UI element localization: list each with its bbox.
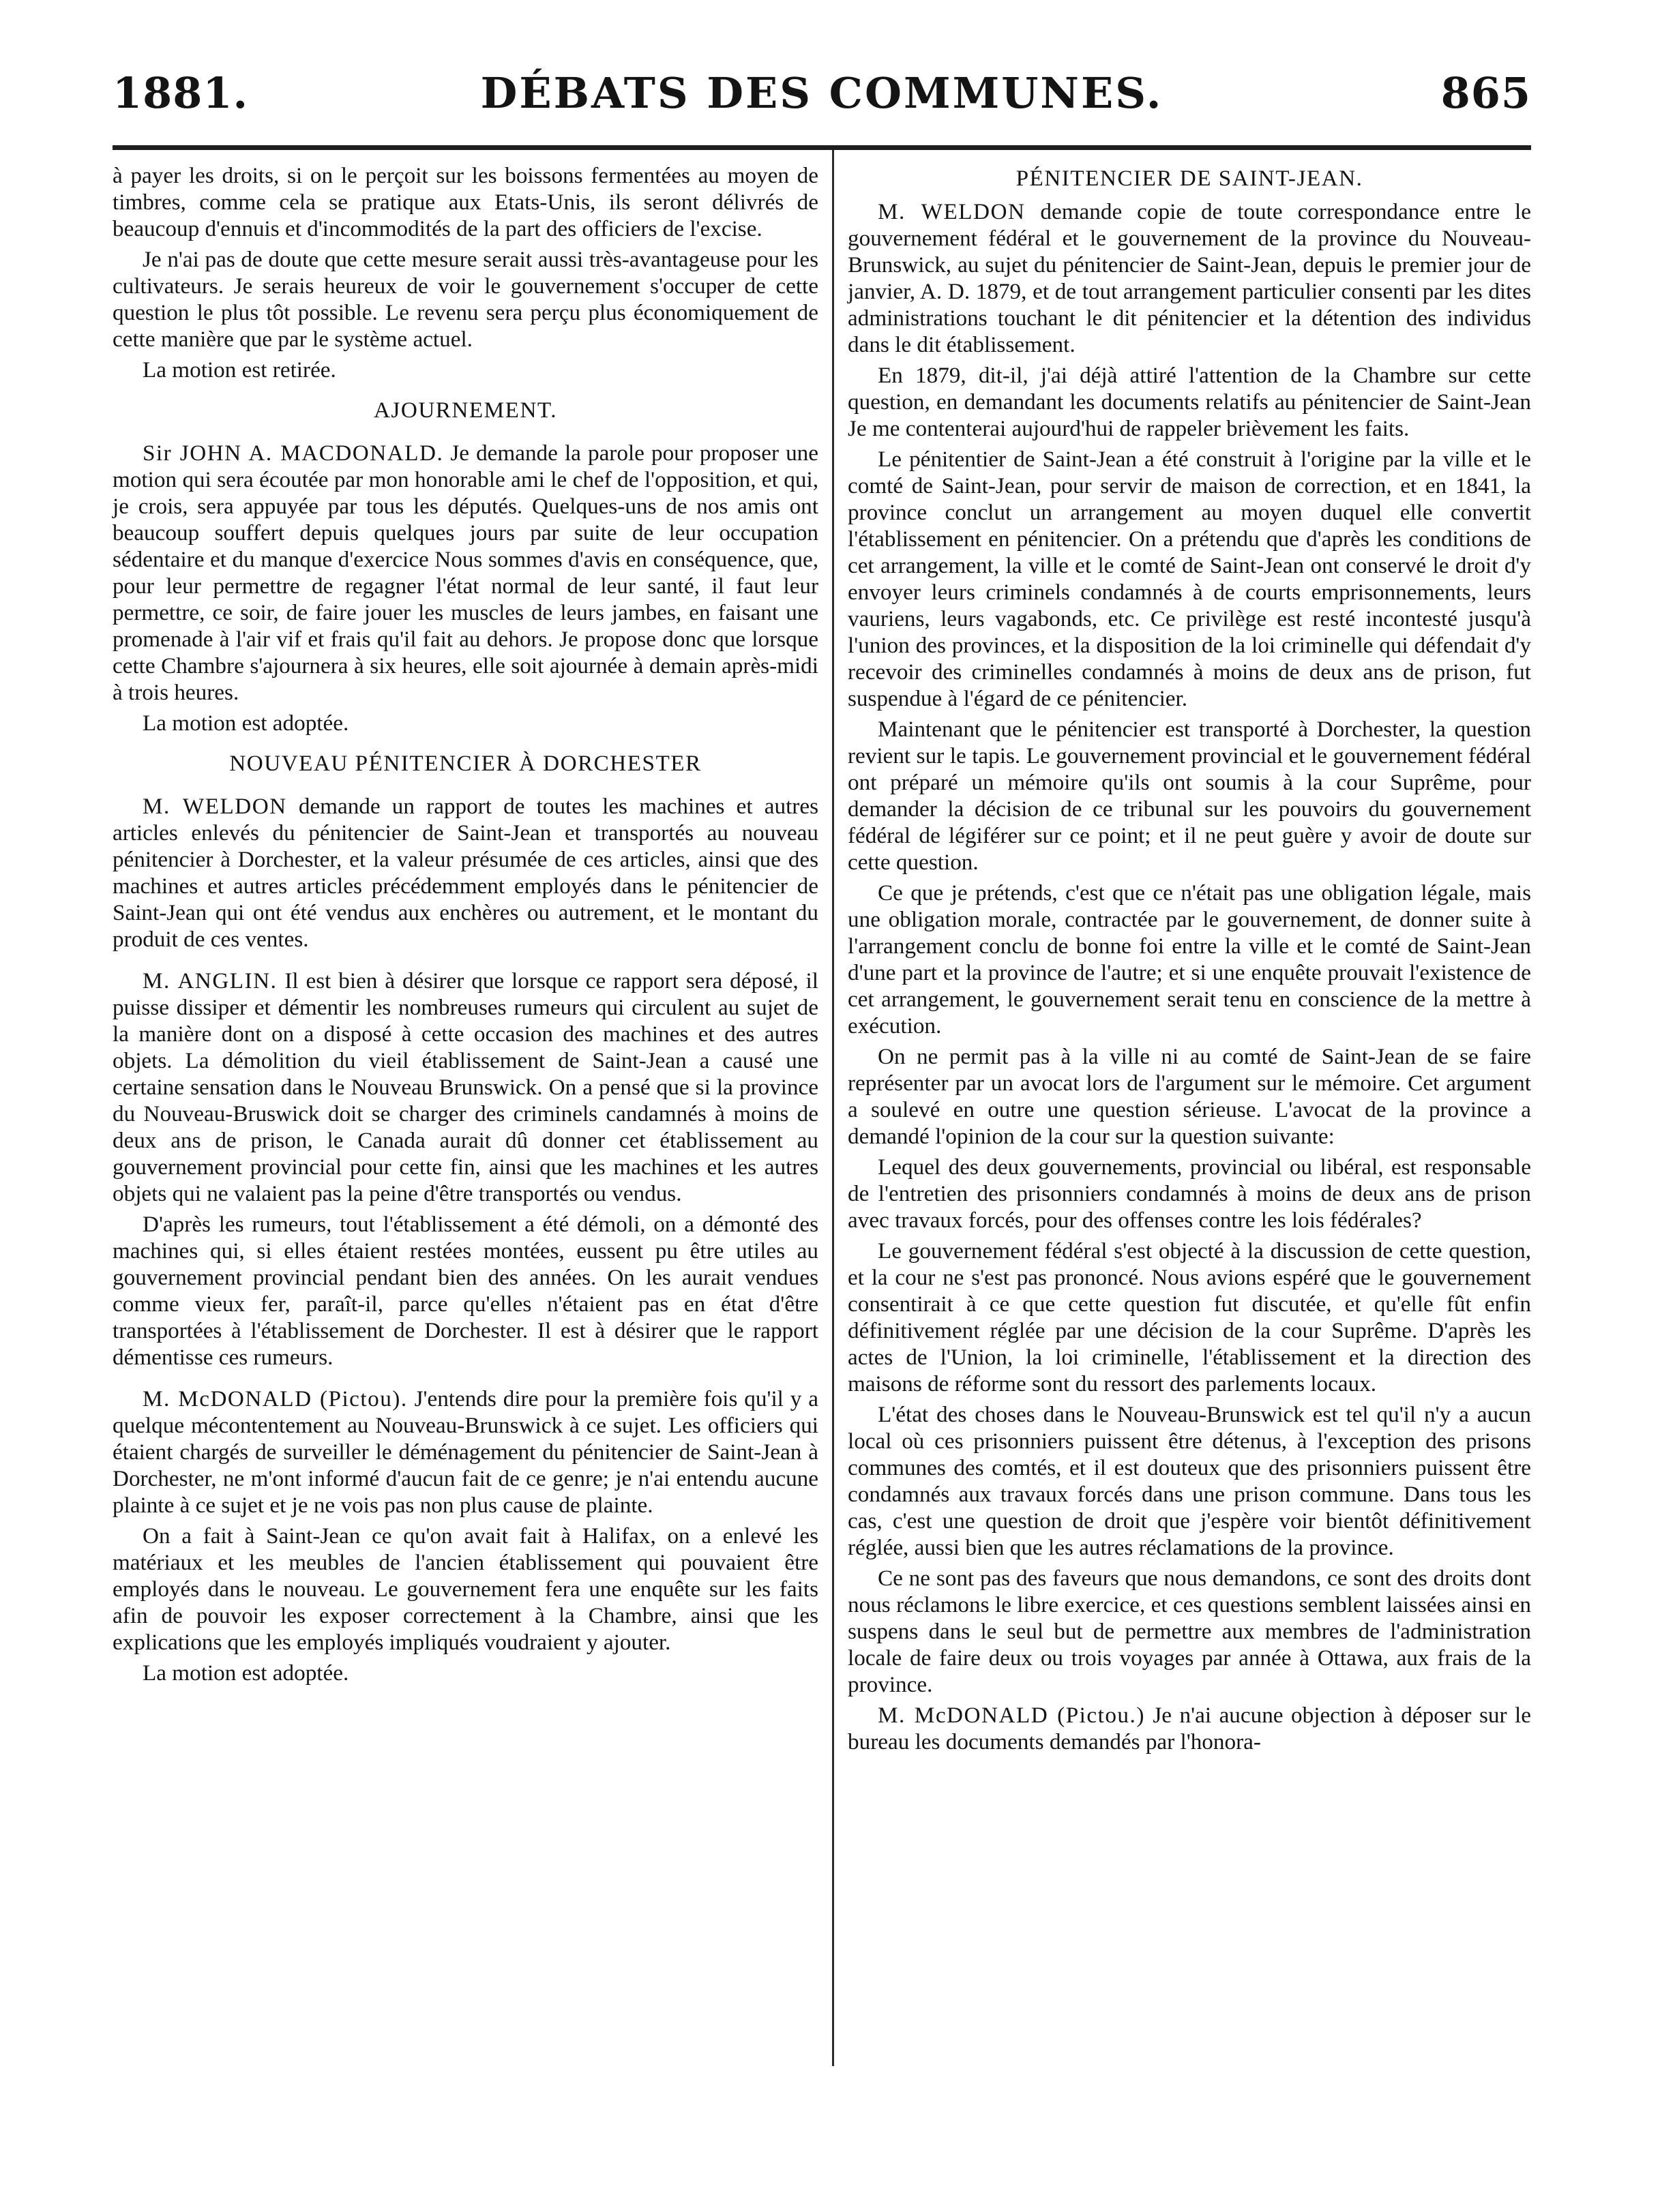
speech-text: J'entends dire pour la première fois qu'il y a quelque mécontentement au Nouveau-Brunswick à ce sujet. Les officiers qui étaient chargés de surveiller le déménagement du pénitencier de Saint-Jean à Dorchester, ne m'ont informé d'aucun fait de ce genre; je n'ai entendu aucune plainte à ce sujet et je ne vois pas non plus cause de plainte.	[113, 1386, 818, 1518]
speech-text: demande copie de toute correspondance entre le gouvernement fédéral et le gouvernement de la province du Nouveau-Brunswick, au sujet du pénitencier de Saint-Jean, depuis le premier jour de janvier, A. D. 1879, et de tout arrangement particulier consenti par les dites administrations touchant le dit pénitencier et la détention des individus dans le dit établissement.	[848, 199, 1531, 357]
speaker-name: M. McDONALD (Pictou.)	[878, 1703, 1145, 1728]
header-rule	[113, 145, 1531, 150]
left-column	[113, 162, 818, 1690]
speech-text: demande un rapport de toutes les machines et autres articles enlevés du pénitencier de Saint-Jean et transportés au nouveau pénitencier à Dorchester, et la valeur présumée de ces articles, ainsi que des machines et autres articles précédemment employés dans le pénitencier de Saint-Jean qui ont été vendus aux enchères ou autrement, et le montant du produit de ces ventes.	[113, 794, 818, 952]
paragraph: Le pénitentier de Saint-Jean a été construit à l'origine par la ville et le comté de Saint-Jean, pour servir de maison de correction, et en 1841, la province conclut un arrangement au moyen duquel elle convertit l'établissement en pénitencier. On a prétendu que d'après les conditions de cet arrangement, la ville et le comté de Saint-Jean ont conservé le droit d'y envoyer leurs criminels condamnés à de courts emprisonnements, leurs vauriens, leurs vagabonds, etc. Ce privilège est resté incontesté jusqu'à l'union des provinces, et la disposition de la loi criminelle qui défendait d'y recevoir des criminelles condamnés à moins de deux ans de prison, fut suspendue à l'égard de ce pénitencier.	[848, 447, 1531, 711]
speech-paragraph	[113, 793, 818, 953]
paragraph: La motion est adoptée.	[143, 711, 349, 736]
section-heading: PÉNITENCIER DE SAINT-JEAN.	[1016, 166, 1363, 191]
speaker-name: M. McDONALD (Pictou).	[143, 1386, 408, 1411]
speaker-name: M. ANGLIN.	[143, 968, 278, 993]
column-divider	[832, 150, 834, 2066]
header-year: 1881.	[113, 68, 249, 118]
speech-paragraph	[113, 968, 818, 1207]
speech-paragraph	[113, 1386, 818, 1519]
speech-paragraph	[848, 1702, 1531, 1755]
page-header	[113, 68, 1531, 130]
speech-text: Il est bien à désirer que lorsque ce rapport sera déposé, il puisse dissiper et démentir les nombreuses rumeurs qui circulent au sujet de la manière dont on a disposé à cette occasion des machines et des autres objets. La démolition du vieil établissement de Saint-Jean a causé une certaine sensation dans le Nouveau Brunswick. On a pensé que si la province du Nouveau-Bruswick doit se charger des criminels candamnés à moins de deux ans de prison, le Canada aurait dû donner cet établissement au gouvernement provincial pour cette fin, ainsi que les machines et les autres objets qui ne valaient pas la peine d'être transportés ou vendus.	[113, 968, 818, 1206]
section-heading: NOUVEAU PÉNITENCIER À DORCHESTER	[229, 751, 702, 776]
speaker-name: M. WELDON	[143, 794, 287, 819]
paragraph: Ce ne sont pas des faveurs que nous demandons, ce sont des droits dont nous réclamons le libre exercice, et ces questions semblent laissées ainsi en suspens dans le seul but de permettre aux membres de l'administration locale de faire deux ou trois voyages par année à Ottawa, aux frais de la province.	[848, 1566, 1531, 1697]
speech-paragraph	[113, 440, 818, 706]
paragraph: à payer les droits, si on le perçoit sur les boissons fermentées au moyen de timbres, comme cela se pratique aux Etats-Unis, ils seront délivrés de beaucoup d'ennuis et d'incommodités de la part des officiers de l'excise.	[113, 163, 818, 241]
right-column	[848, 162, 1531, 1759]
paragraph: En 1879, dit-il, j'ai déjà attiré l'attention de la Chambre sur cette question, en demandant les documents relatifs au pénitencier de Saint-Jean Je me contenterai aujourd'hui de rappeler brièvement les faits.	[848, 363, 1531, 441]
paragraph: Maintenant que le pénitencier est transporté à Dorchester, la question revient sur le tapis. Le gouvernement provincial et le gouvernement fédéral ont préparé un mémoire qu'ils ont soumis à la cour Suprême, pour demander la décision de ce tribunal sur les pouvoirs du gouvernement fédéral de légiférer sur ce point; et il ne peut guère y avoir de doute sur cette question.	[848, 717, 1531, 875]
speech-text: Je demande la parole pour proposer une motion qui sera écoutée par mon honorable ami le chef de l'opposition, et qui, je crois, sera appuyée par tous les députés. Quelques-uns de nos amis ont beaucoup souffert depuis quelques jours par suite de leur occupation sédentaire et du manque d'exercice Nous sommes d'avis en conséquence, que, pour leur permettre de regagner l'état normal de leur santé, il faut leur permettre, ce soir, de faire jouer les muscles de leurs jambes, en faisant une promenade à l'air vif et frais qu'il fait au dehors. Je propose donc que lorsque cette Chambre s'ajournera à six heures, elle soit ajournée à demain après-midi à trois heures.	[113, 440, 819, 705]
header-page-number: 865	[1440, 68, 1531, 118]
paragraph: Je n'ai pas de doute que cette mesure serait aussi très-avantageuse pour les cultivateurs. Je serais heureux de voir le gouvernement s'occuper de cette question le plus tôt possible. Le revenu sera perçu plus économiquement de cette manière que par le système actuel.	[113, 247, 818, 352]
paragraph: D'après les rumeurs, tout l'établissement a été démoli, on a démonté des machines qui, si elles étaient restées montées, eussent pu être utiles au gouvernement provincial pendant bien des années. On les aurait vendues comme vieux fer, paraît-il, parce qu'elles n'étaient pas en état d'être transportées à l'établissement de Dorchester. Il est à désirer que le rapport démentisse ces rumeurs.	[113, 1212, 818, 1370]
paragraph: Ce que je prétends, c'est que ce n'était pas une obligation légale, mais une obligation morale, contractée par le gouvernement, de donner suite à l'arrangement conclu de bonne foi entre la ville et le comté de Saint-Jean d'une part et la province de l'autre; et si une enquête prouvait l'existence de cet arrangement, le gouvernement serait tenu en conscience de la mettre à exécution.	[848, 880, 1531, 1038]
paragraph: La motion est retirée.	[143, 357, 336, 383]
speech-paragraph	[848, 198, 1531, 358]
paragraph: Le gouvernement fédéral s'est objecté à la discussion de cette question, et la cour ne s'est pas prononcé. Nous avions espéré que le gouvernement consentirait à ce que cette question fut discutée, et qu'elle fût enfin définitivement réglée par une décision de la cour Suprême. D'après les actes de l'Union, la loi criminelle, l'établissement et la direction des maisons de réforme sont du ressort des parlements locaux.	[848, 1238, 1531, 1396]
paragraph: On a fait à Saint-Jean ce qu'on avait fait à Halifax, on a enlevé les matériaux et les meubles de l'ancien établissement qui pouvaient être employés dans le nouveau. Le gouvernement fera une enquête sur les faits afin de pouvoir les exposer correctement à la Chambre, ainsi que les explications que les employés impliqués voudraient y ajouter.	[113, 1523, 818, 1655]
paragraph: On ne permit pas à la ville ni au comté de Saint-Jean de se faire représenter par un avocat lors de l'argument sur le mémoire. Cet argument a soulevé en outre une question sérieuse. L'avocat de la province a demandé l'opinion de la cour sur la question suivante:	[848, 1044, 1531, 1149]
paragraph: L'état des choses dans le Nouveau-Brunswick est tel qu'il n'y a aucun local où ces prisonniers puissent être détenus, à l'exception des prisons communes des comtés, et il est douteux que des prisonniers puissent être condamnés aux travaux forcés dans une prison commune. Dans tous les cas, c'est une question de droit que j'espère voir bientôt définitivement réglée, aussi bien que les autres réclamations de la province.	[848, 1402, 1531, 1560]
paragraph: La motion est adoptée.	[143, 1660, 349, 1686]
header-title: DÉBATS DES COMMUNES.	[480, 68, 1163, 118]
section-heading: AJOURNEMENT.	[373, 398, 558, 423]
paragraph: Lequel des deux gouvernements, provincial ou libéral, est responsable de l'entretien des prisonniers condamnés à moins de deux ans de prison avec travaux forcés, pour des offenses contre les lois fédérales?	[848, 1154, 1531, 1233]
speech-text: Je n'ai aucune objection à déposer sur le bureau les documents demandés par l'honora-	[848, 1703, 1532, 1754]
speaker-name: Sir JOHN A. MACDONALD.	[143, 440, 444, 466]
speaker-name: M. WELDON	[878, 199, 1026, 224]
